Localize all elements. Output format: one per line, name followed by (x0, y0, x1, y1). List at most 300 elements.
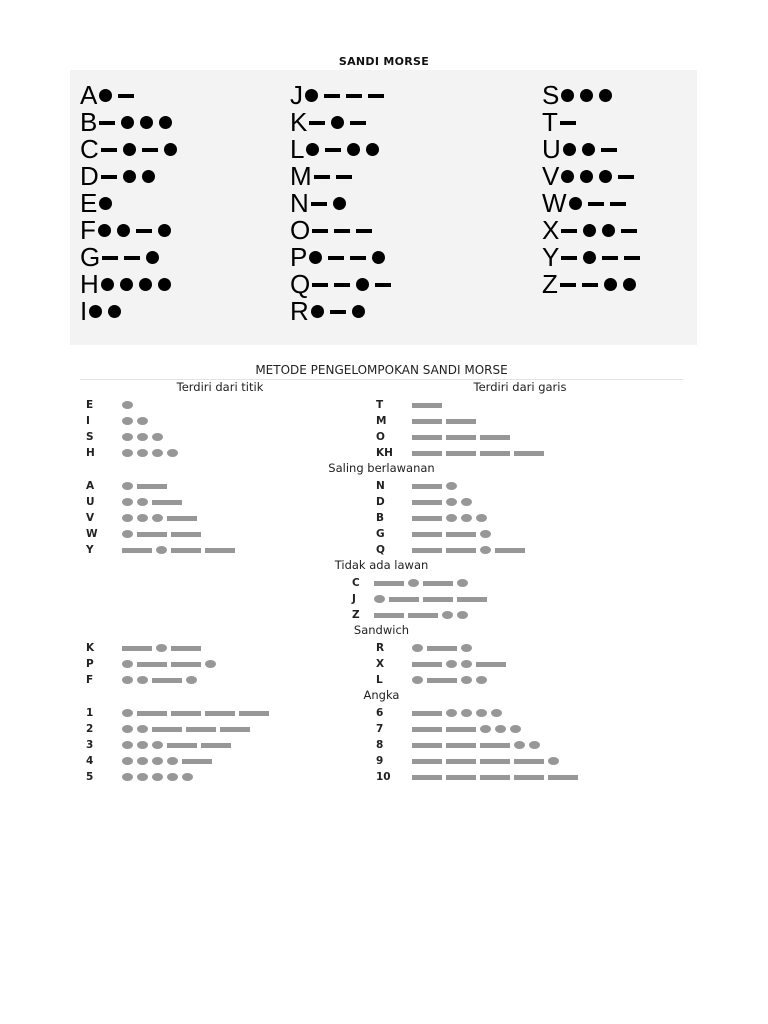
code-row (86, 753, 216, 769)
dash (412, 532, 442, 537)
morse-letter-row (542, 271, 646, 298)
alphabet-column-s-z (542, 82, 646, 298)
morse-letter-row (80, 163, 183, 190)
morse-dot (599, 170, 612, 183)
code-row (86, 737, 235, 753)
morse-letter: Z (542, 269, 558, 299)
code-row (376, 656, 510, 672)
morse-letter-row (80, 298, 183, 325)
morse-dot (569, 197, 582, 210)
morse-dash (346, 94, 362, 98)
alphabet-column-a-i (80, 82, 183, 325)
dash (423, 597, 453, 602)
morse-dash (334, 283, 350, 287)
dot (476, 514, 487, 522)
morse-dot (561, 89, 574, 102)
code-symbols (412, 419, 480, 424)
morse-dot (623, 278, 636, 291)
code-row (376, 640, 476, 656)
dash (446, 435, 476, 440)
dot (122, 725, 133, 733)
morse-dot (117, 224, 130, 237)
code-row (376, 494, 476, 510)
dash (122, 548, 152, 553)
dot (480, 530, 491, 538)
code-label: G (376, 528, 385, 540)
morse-code (312, 229, 378, 233)
code-symbols (122, 644, 205, 652)
code-symbols (412, 644, 476, 652)
code-symbols (412, 514, 491, 522)
morse-dot (89, 305, 102, 318)
dot (167, 773, 178, 781)
code-label: H (86, 447, 95, 459)
morse-dot (309, 251, 322, 264)
code-row (86, 397, 137, 413)
dash (412, 419, 442, 424)
code-row (86, 769, 197, 785)
morse-letter-row (542, 82, 646, 109)
dot (122, 676, 133, 684)
morse-dash (101, 175, 117, 179)
dot (461, 644, 472, 652)
morse-dot (98, 224, 111, 237)
morse-dash (99, 121, 115, 125)
morse-code (98, 224, 177, 237)
dash (446, 743, 476, 748)
code-row (376, 429, 514, 445)
dash (412, 403, 442, 408)
morse-dash (588, 202, 604, 206)
dot (152, 449, 163, 457)
category-title: Angka (363, 688, 400, 702)
code-label: D (376, 496, 385, 508)
dot (461, 514, 472, 522)
morse-dot (146, 251, 159, 264)
code-symbols (412, 775, 582, 780)
code-symbols (412, 660, 510, 668)
code-row (352, 607, 472, 623)
code-row (86, 672, 201, 688)
dot (182, 773, 193, 781)
code-label: U (86, 496, 95, 508)
code-label: R (376, 642, 385, 654)
dot (476, 676, 487, 684)
code-symbols (412, 741, 544, 749)
morse-letter: O (290, 215, 311, 245)
dot (137, 773, 148, 781)
code-row (376, 542, 529, 558)
dash (548, 775, 578, 780)
morse-dash (325, 148, 341, 152)
dash (171, 662, 201, 667)
morse-dot (142, 170, 155, 183)
dash (412, 711, 442, 716)
code-symbols (412, 498, 476, 506)
morse-dash (582, 283, 598, 287)
morse-letter-row (290, 217, 397, 244)
code-label: S (86, 431, 94, 443)
morse-dash (602, 256, 618, 260)
dash (412, 727, 442, 732)
dot (122, 660, 133, 668)
code-label: O (376, 431, 385, 443)
category-title: Terdiri dari titik (176, 380, 264, 394)
dot (408, 579, 419, 587)
code-label: E (86, 399, 94, 411)
alphabet-column-j-r (290, 82, 397, 325)
dash (412, 451, 442, 456)
morse-code (561, 89, 618, 102)
dot (457, 579, 468, 587)
category-title: Sandwich (353, 623, 410, 637)
dash (480, 743, 510, 748)
code-symbols (412, 403, 446, 408)
morse-code (101, 170, 161, 183)
code-label: M (376, 415, 387, 427)
code-symbols (412, 482, 461, 490)
dash (412, 662, 442, 667)
morse-code (101, 278, 177, 291)
dot (122, 401, 133, 409)
morse-dot (604, 278, 617, 291)
morse-letter: P (290, 242, 308, 272)
morse-dot (561, 170, 574, 183)
code-row (86, 413, 152, 429)
code-symbols (412, 676, 491, 684)
morse-dot (305, 89, 318, 102)
dot (491, 709, 502, 717)
dash (514, 775, 544, 780)
morse-dot (356, 278, 369, 291)
morse-dot (366, 143, 379, 156)
morse-letter-row (290, 190, 397, 217)
dot (156, 644, 167, 652)
morse-alphabet-chart (70, 70, 697, 345)
dot (152, 514, 163, 522)
code-row (376, 672, 491, 688)
dash (137, 711, 167, 716)
code-symbols (412, 725, 525, 733)
code-symbols (122, 417, 152, 425)
morse-dash (328, 256, 344, 260)
code-row (376, 397, 446, 413)
code-label: W (86, 528, 98, 540)
morse-dot (372, 251, 385, 264)
code-row (86, 429, 167, 445)
code-symbols (122, 741, 235, 749)
morse-letter-row (290, 244, 397, 271)
morse-dot (99, 197, 112, 210)
dot (122, 433, 133, 441)
dash (152, 500, 182, 505)
morse-dot (582, 143, 595, 156)
morse-letter: I (80, 296, 88, 326)
morse-letter-row (542, 109, 646, 136)
morse-dot (108, 305, 121, 318)
dash (171, 532, 201, 537)
dash (374, 581, 404, 586)
morse-dash (561, 256, 577, 260)
morse-dot (583, 224, 596, 237)
code-row (376, 445, 548, 461)
code-symbols (122, 773, 197, 781)
dash (412, 516, 442, 521)
morse-code (312, 278, 397, 291)
dash (427, 678, 457, 683)
morse-code (561, 251, 646, 264)
morse-dot (164, 143, 177, 156)
code-label: Q (376, 544, 385, 556)
dash (476, 662, 506, 667)
code-row (86, 526, 205, 542)
morse-letter: J (290, 80, 303, 110)
dash (167, 743, 197, 748)
morse-letter-row (290, 163, 397, 190)
morse-dash (336, 175, 352, 179)
morse-dash (560, 121, 576, 125)
code-symbols (122, 514, 201, 522)
dash (446, 451, 476, 456)
morse-letter: D (80, 161, 99, 191)
dash (427, 646, 457, 651)
morse-dash (350, 256, 366, 260)
morse-dash (314, 175, 330, 179)
dash (186, 727, 216, 732)
morse-letter-row (542, 163, 646, 190)
dash (182, 759, 212, 764)
dot (446, 498, 457, 506)
morse-dot (123, 170, 136, 183)
morse-letter-row (542, 217, 646, 244)
dash (412, 759, 442, 764)
dash (171, 646, 201, 651)
dash (171, 548, 201, 553)
dash (167, 516, 197, 521)
code-label: 9 (376, 755, 384, 767)
morse-letter-row (542, 136, 646, 163)
morse-dot (580, 170, 593, 183)
morse-code (99, 116, 178, 129)
dot (548, 757, 559, 765)
morse-code (311, 305, 371, 318)
code-label: A (86, 480, 95, 492)
dot (457, 611, 468, 619)
morse-letter: Y (542, 242, 560, 272)
code-label: 6 (376, 707, 384, 719)
morse-dot (159, 116, 172, 129)
code-row (86, 721, 254, 737)
morse-code (563, 143, 623, 156)
dash (152, 727, 182, 732)
morse-letter-row (80, 244, 183, 271)
morse-letter: M (290, 161, 312, 191)
morse-code (101, 143, 183, 156)
dot (374, 595, 385, 603)
code-label: J (352, 593, 356, 605)
code-label: KH (376, 447, 393, 459)
code-row (86, 542, 239, 558)
morse-dash (142, 148, 158, 152)
dot (480, 725, 491, 733)
code-label: V (86, 512, 95, 524)
dot (167, 449, 178, 457)
dot (514, 741, 525, 749)
dash (446, 775, 476, 780)
morse-dash (330, 310, 346, 314)
dash (446, 548, 476, 553)
morse-letter-row (80, 217, 183, 244)
code-symbols (122, 709, 273, 717)
dash (412, 548, 442, 553)
dot (122, 773, 133, 781)
dash (171, 711, 201, 716)
code-label: T (376, 399, 384, 411)
morse-code (102, 251, 165, 264)
code-symbols (122, 660, 220, 668)
morse-code (99, 197, 118, 210)
dot (412, 676, 423, 684)
code-symbols (412, 451, 548, 456)
code-row (376, 478, 461, 494)
code-symbols (122, 449, 182, 457)
code-symbols (412, 530, 495, 538)
dash (446, 419, 476, 424)
morse-dot (563, 143, 576, 156)
dot (137, 449, 148, 457)
code-label: C (352, 577, 360, 589)
dash (205, 548, 235, 553)
morse-dot (158, 278, 171, 291)
code-symbols (122, 757, 216, 765)
dash (205, 711, 235, 716)
code-symbols (412, 757, 563, 765)
dot (122, 514, 133, 522)
dash (412, 743, 442, 748)
dot (461, 676, 472, 684)
morse-dash (621, 229, 637, 233)
morse-dash (610, 202, 626, 206)
code-symbols (122, 725, 254, 733)
code-label: F (86, 674, 94, 686)
morse-letter-row (80, 109, 183, 136)
morse-letter: E (80, 188, 98, 218)
morse-code (314, 175, 358, 179)
morse-dot (99, 89, 112, 102)
dash (122, 646, 152, 651)
code-row (86, 705, 273, 721)
morse-letter: R (290, 296, 309, 326)
morse-dash (356, 229, 372, 233)
morse-letter: W (542, 188, 567, 218)
dash (220, 727, 250, 732)
morse-letter: A (80, 80, 98, 110)
code-label: 5 (86, 771, 94, 783)
dash (412, 435, 442, 440)
code-symbols (374, 579, 472, 587)
dash (480, 451, 510, 456)
morse-dot (140, 116, 153, 129)
morse-dot (120, 278, 133, 291)
code-symbols (374, 595, 491, 603)
morse-dash (312, 229, 328, 233)
dot (137, 757, 148, 765)
morse-code (311, 197, 352, 210)
dot (122, 417, 133, 425)
dash (201, 743, 231, 748)
code-label: P (86, 658, 94, 670)
code-row (376, 413, 480, 429)
morse-letter: X (542, 215, 560, 245)
code-row (376, 510, 491, 526)
dash (412, 500, 442, 505)
dash (495, 548, 525, 553)
morse-code (99, 89, 140, 102)
dash (457, 597, 487, 602)
morse-letter: N (290, 188, 309, 218)
code-label: 3 (86, 739, 94, 751)
morse-code (560, 278, 642, 291)
code-symbols (122, 546, 239, 554)
dot (461, 709, 472, 717)
code-row (352, 575, 472, 591)
morse-code (569, 197, 632, 210)
dot (122, 449, 133, 457)
morse-dash (624, 256, 640, 260)
morse-letter-row (290, 298, 397, 325)
dash (480, 775, 510, 780)
dot (152, 741, 163, 749)
morse-dot (101, 278, 114, 291)
morse-code (309, 251, 391, 264)
dash (137, 532, 167, 537)
code-symbols (412, 546, 529, 554)
dot (446, 514, 457, 522)
code-symbols (122, 498, 186, 506)
morse-code (561, 224, 643, 237)
dot (412, 644, 423, 652)
dot (122, 709, 133, 717)
code-label: Z (352, 609, 360, 621)
morse-letter-row (80, 271, 183, 298)
morse-dot (158, 224, 171, 237)
dot (137, 498, 148, 506)
morse-dot (123, 143, 136, 156)
code-label: X (376, 658, 385, 670)
dot (529, 741, 540, 749)
dot (152, 773, 163, 781)
morse-dot (352, 305, 365, 318)
code-row (376, 769, 582, 785)
morse-code (561, 170, 640, 183)
morse-letter: H (80, 269, 99, 299)
morse-dash (334, 229, 350, 233)
dot (446, 482, 457, 490)
morse-dot (347, 143, 360, 156)
code-label: K (86, 642, 95, 654)
morse-letter: L (290, 134, 305, 164)
dot (476, 709, 487, 717)
morse-letter: F (80, 215, 96, 245)
code-row (376, 526, 495, 542)
code-row (352, 591, 491, 607)
code-row (376, 721, 525, 737)
morse-letter-row (80, 136, 183, 163)
morse-dash (324, 94, 340, 98)
morse-letter: C (80, 134, 99, 164)
dot (205, 660, 216, 668)
morse-code (306, 143, 385, 156)
